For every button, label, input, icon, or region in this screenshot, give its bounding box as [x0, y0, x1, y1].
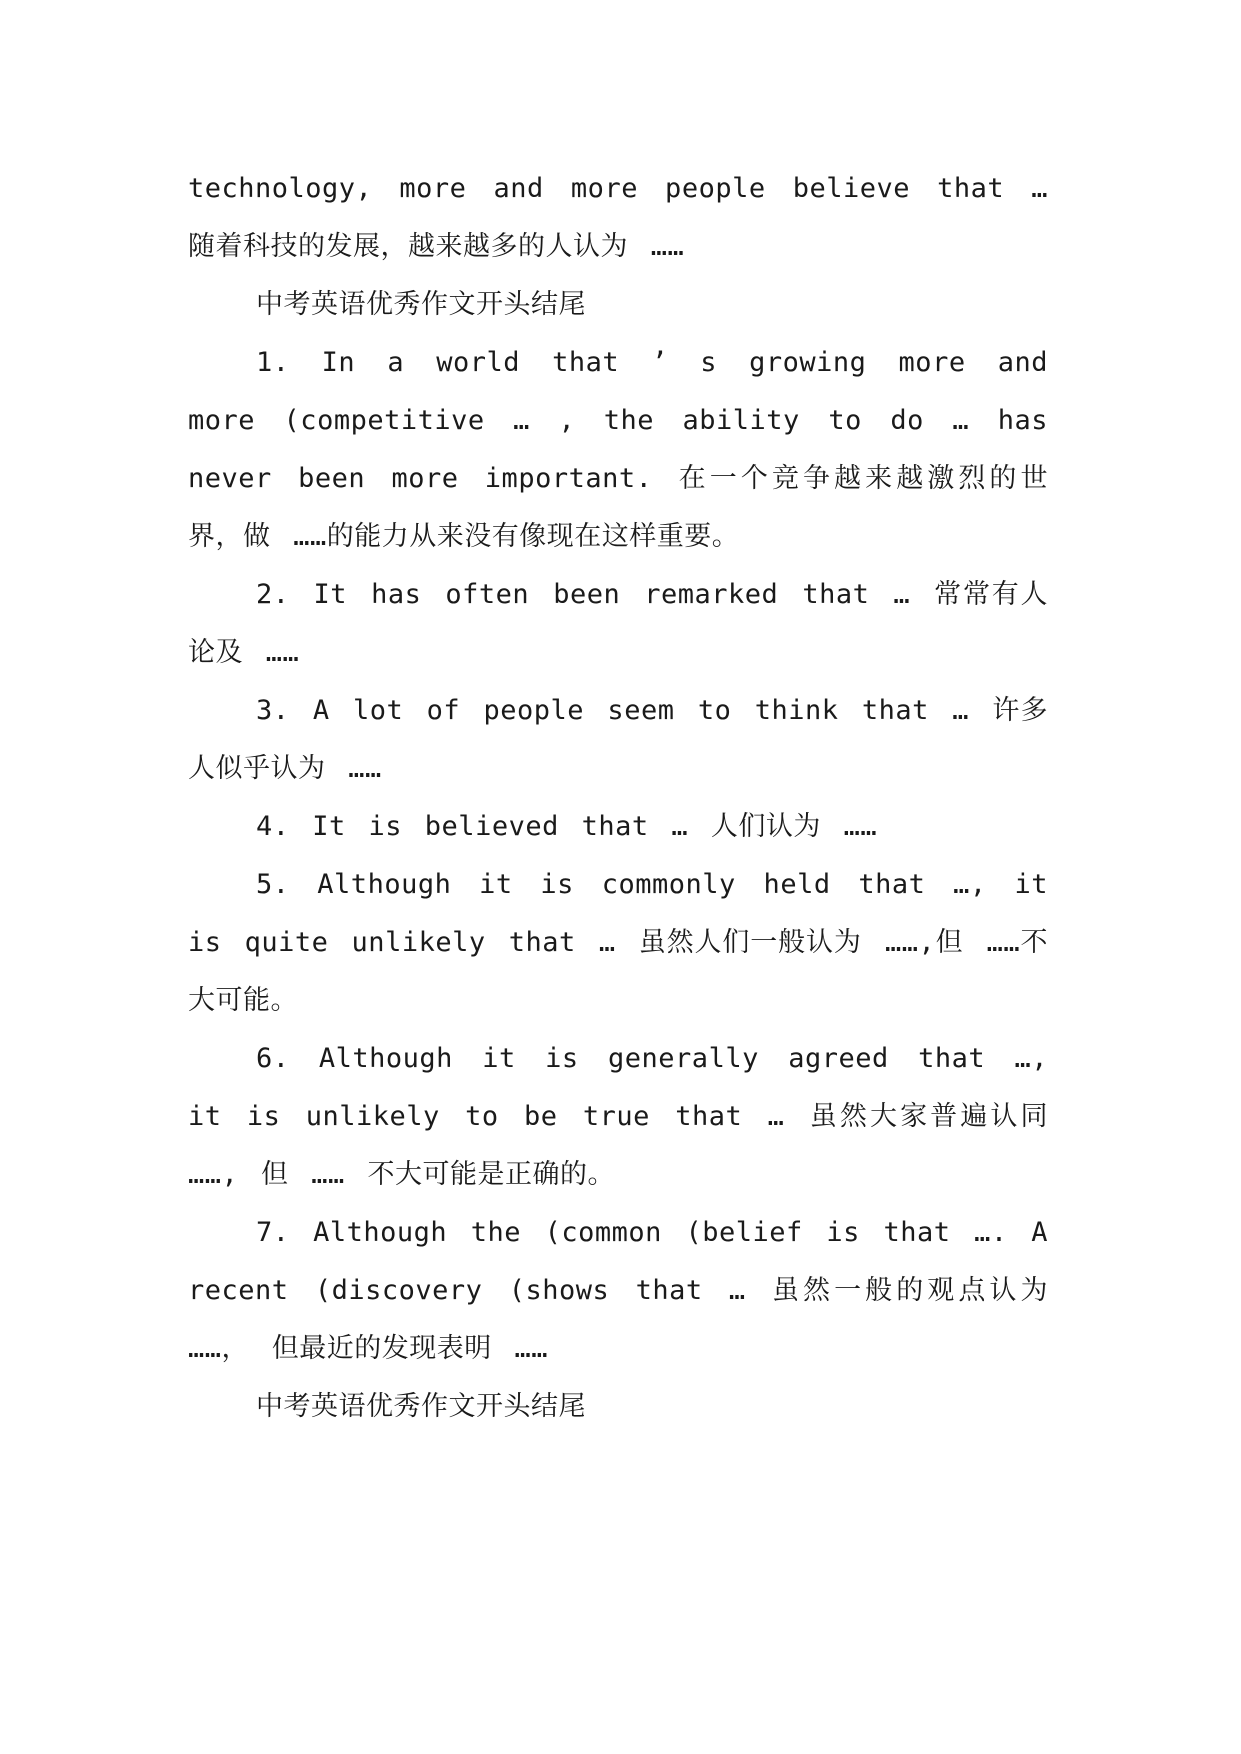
- document-body: [188, 160, 1048, 1436]
- intro-paragraph: technology, more and more people believe that … 随着科技的发展，越来越多的人认为 ……: [188, 173, 1048, 262]
- list-item: 1. In a world that ’ s growing more and more (competitive … , the ability to do … has never been more important. 在一个竞争越来越激烈的世界，做 ……的能力从来没有像现在这样重要。: [188, 347, 1048, 552]
- list-item: 7. Although the (common (belief is that …. A recent (discovery (shows that … 虽然一般的观点认为 ……， 但最近的发现表明 ……: [188, 1217, 1048, 1364]
- list-item: 2. It has often been remarked that … 常常有人论及 ……: [188, 579, 1048, 668]
- list-item: 5. Although it is commonly held that …, it is quite unlikely that … 虽然人们一般认为 ……,但 ……不大可能。: [188, 869, 1048, 1016]
- section-heading: 中考英语优秀作文开头结尾: [256, 289, 586, 320]
- section-heading: 中考英语优秀作文开头结尾: [256, 1391, 586, 1422]
- list-item: 3. A lot of people seem to think that … 许多人似乎认为 ……: [188, 695, 1048, 784]
- list-item: 6. Although it is generally agreed that …, it is unlikely to be true that … 虽然大家普遍认同 ……, 但 …… 不大可能是正确的。: [188, 1043, 1048, 1190]
- list-item: 4. It is believed that … 人们认为 ……: [256, 811, 878, 842]
